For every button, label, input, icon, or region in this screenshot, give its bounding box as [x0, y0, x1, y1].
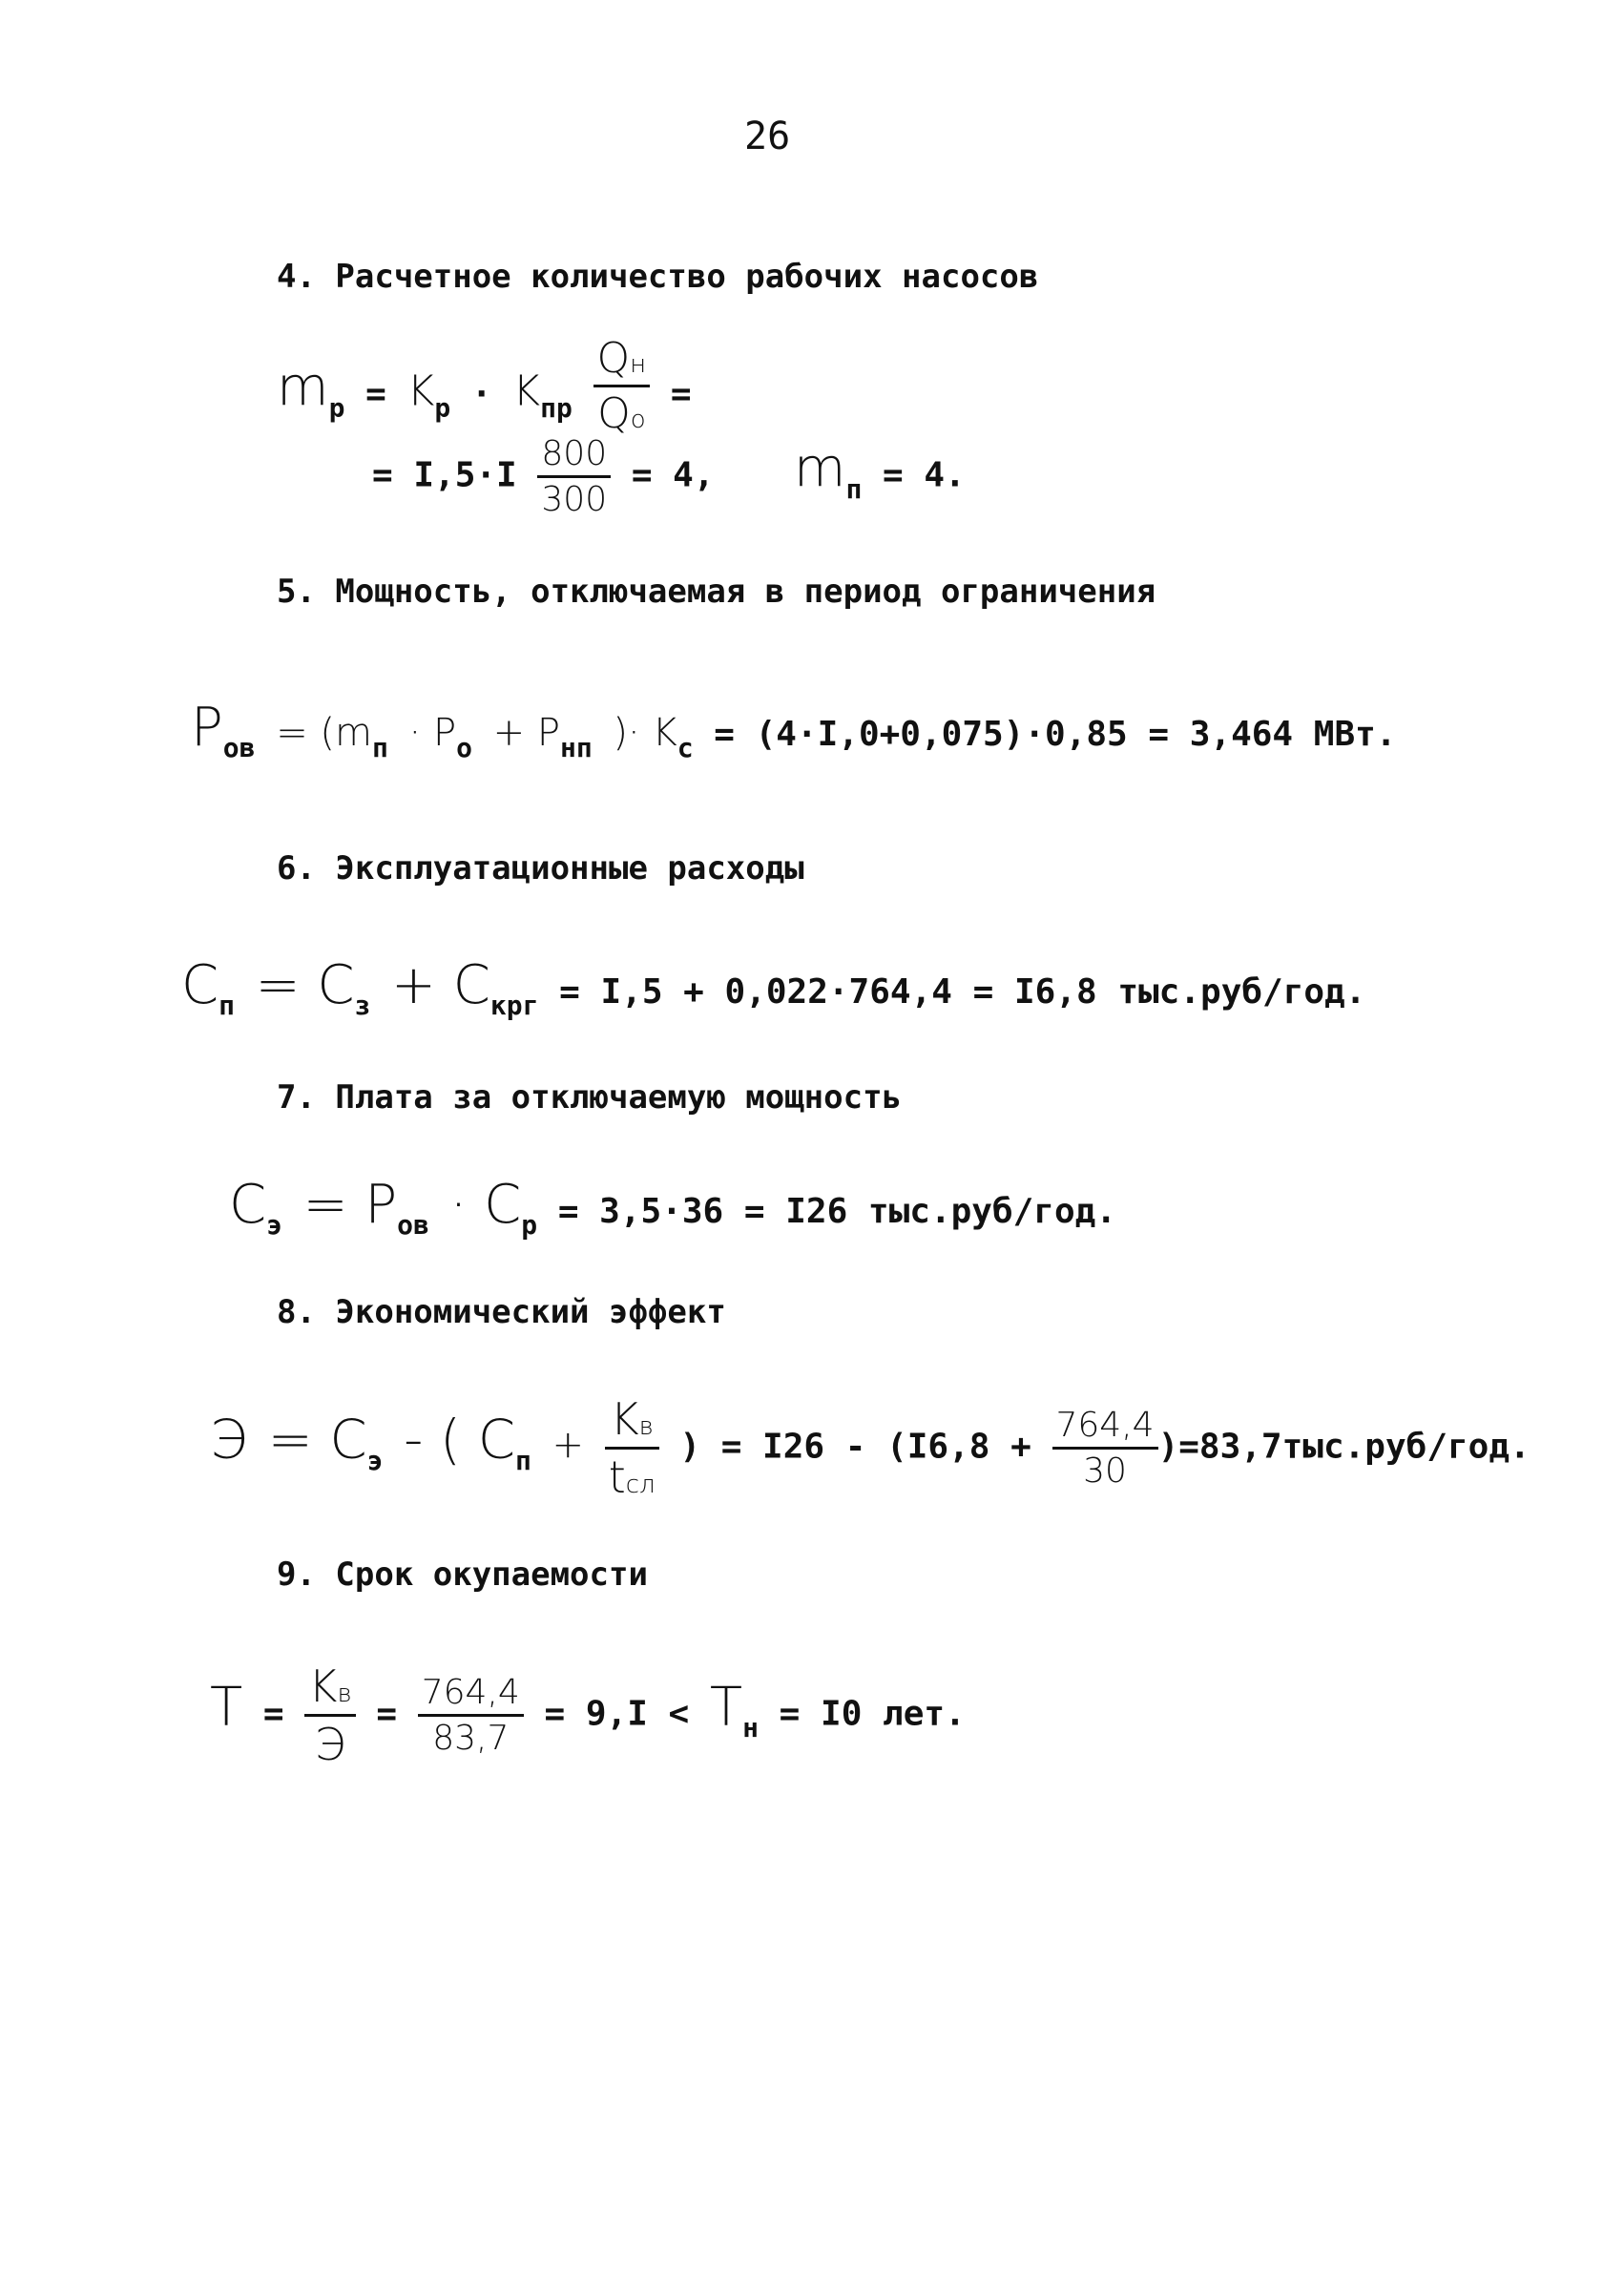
fraction-764-30 [1052, 1406, 1158, 1491]
formula-pump-count-line2 [372, 434, 966, 519]
page-number: 26 [744, 115, 791, 158]
plus-sign: + [552, 1423, 584, 1468]
sub-o: о [456, 732, 472, 763]
sub-n: н [630, 350, 647, 379]
symbol-c: C [229, 1174, 267, 1236]
section-5-title: 5. Мощность, отключаемая в период ограничения [277, 573, 1156, 611]
sub-e: э [366, 1444, 384, 1476]
symbol-t: T [709, 1676, 743, 1739]
expression: - ( C [404, 1409, 515, 1472]
sub-sl: сл [625, 1471, 656, 1499]
sub-n: п [219, 990, 235, 1021]
result: )=83,7тыс.руб/год. [1157, 1427, 1530, 1467]
symbol-k: K [512, 366, 541, 416]
expression: ) = I26 - (I6,8 + [679, 1427, 1031, 1467]
symbol-t: T [210, 1676, 243, 1739]
denominator: 300 [541, 480, 608, 519]
sub-e: э [266, 1209, 282, 1241]
denominator: 30 [1083, 1451, 1127, 1491]
section-6-title: 6. Эксплуатационные расходы [277, 849, 804, 887]
expression: = C [255, 954, 355, 1016]
expression: · P [408, 711, 457, 755]
result: = I0 лет. [779, 1694, 966, 1734]
fraction-800-300 [537, 434, 611, 519]
expression: = (m [276, 711, 372, 755]
result: = 3,5·36 = I26 тыс.руб/год. [557, 1192, 1117, 1231]
denominator: 83,7 [432, 1719, 510, 1758]
sub-p: p [328, 391, 345, 424]
numerator: 764,4 [1052, 1406, 1158, 1450]
expression: + P [492, 711, 561, 755]
equals-sign: = [670, 374, 692, 414]
numerator: 800 [537, 434, 611, 478]
sub-v: в [638, 1412, 654, 1441]
symbol-e: Э [314, 1719, 346, 1770]
formula-power-cutoff [191, 697, 1397, 763]
sub-c: с [677, 732, 694, 763]
expression: )· K [613, 711, 677, 755]
sub-ov: ов [222, 732, 256, 763]
symbol-k: K [610, 1393, 639, 1445]
numerator: 764,4 [418, 1673, 524, 1717]
fraction-764-837 [418, 1673, 524, 1758]
symbol-e: Э [210, 1409, 248, 1472]
equals-sign: = [262, 1694, 284, 1734]
sub-n: п [845, 472, 863, 505]
sub-p: р [521, 1209, 538, 1241]
sub-n: п [372, 732, 388, 763]
formula-power-fee [229, 1174, 1117, 1241]
expression: · C [449, 1174, 522, 1236]
symbol-p: P [191, 697, 223, 759]
formula-pump-count-line1: $m_p = K_p \cdot K_{пр}$ $\frac{Qн}{Qo}$ = [277, 334, 692, 438]
fraction-q [593, 334, 651, 438]
section-4-title: 4. Расчетное количество рабочих насосов [277, 258, 1039, 296]
symbol-m: m [793, 437, 846, 500]
section-7-title: 7. Плата за отключаемую мощность [277, 1078, 903, 1117]
symbol-t: t [608, 1451, 626, 1503]
result: = 4. [883, 455, 966, 495]
result: = I,5 + 0,022·764,4 = I6,8 тыс.руб/год. [559, 972, 1366, 1012]
equals-sign: = [376, 1694, 398, 1734]
sub-krg: крг [489, 990, 539, 1021]
expression: + C [391, 954, 490, 1016]
result: = (4·I,0+0,075)·0,85 = 3,464 МВт. [714, 715, 1397, 754]
sub-z: з [354, 990, 371, 1021]
sub-p: p [434, 391, 451, 424]
fraction-kv-tsl [605, 1393, 659, 1503]
expression: = I,5·I [372, 455, 517, 495]
sub-o: o [630, 406, 646, 434]
symbol-k: K [406, 366, 435, 416]
sub-n: п [514, 1444, 531, 1476]
sub-ov: ов [397, 1209, 429, 1241]
fraction-kv-e [304, 1660, 355, 1770]
sub-v: в [337, 1680, 352, 1708]
symbol-k: K [308, 1660, 338, 1712]
sub-pr: пр [540, 391, 573, 424]
symbol-m: m [277, 356, 329, 419]
formula-economic-effect [210, 1393, 1530, 1503]
symbol-c: C [181, 954, 219, 1016]
expression: = P [302, 1174, 398, 1236]
symbol-q: Q [597, 389, 631, 438]
formula-operating-costs [181, 954, 1366, 1021]
expression: = C [267, 1409, 367, 1472]
result: = 4, [631, 455, 715, 495]
sub-np: нп [560, 732, 593, 763]
section-8-title: 8. Экономический эффект [277, 1293, 726, 1331]
symbol-q: Q [596, 334, 631, 383]
section-9-title: 9. Срок окупаемости [277, 1556, 648, 1594]
formula-payback-period [210, 1660, 966, 1770]
expression: = 9,I < [544, 1694, 690, 1734]
sub-n: н [742, 1711, 759, 1744]
